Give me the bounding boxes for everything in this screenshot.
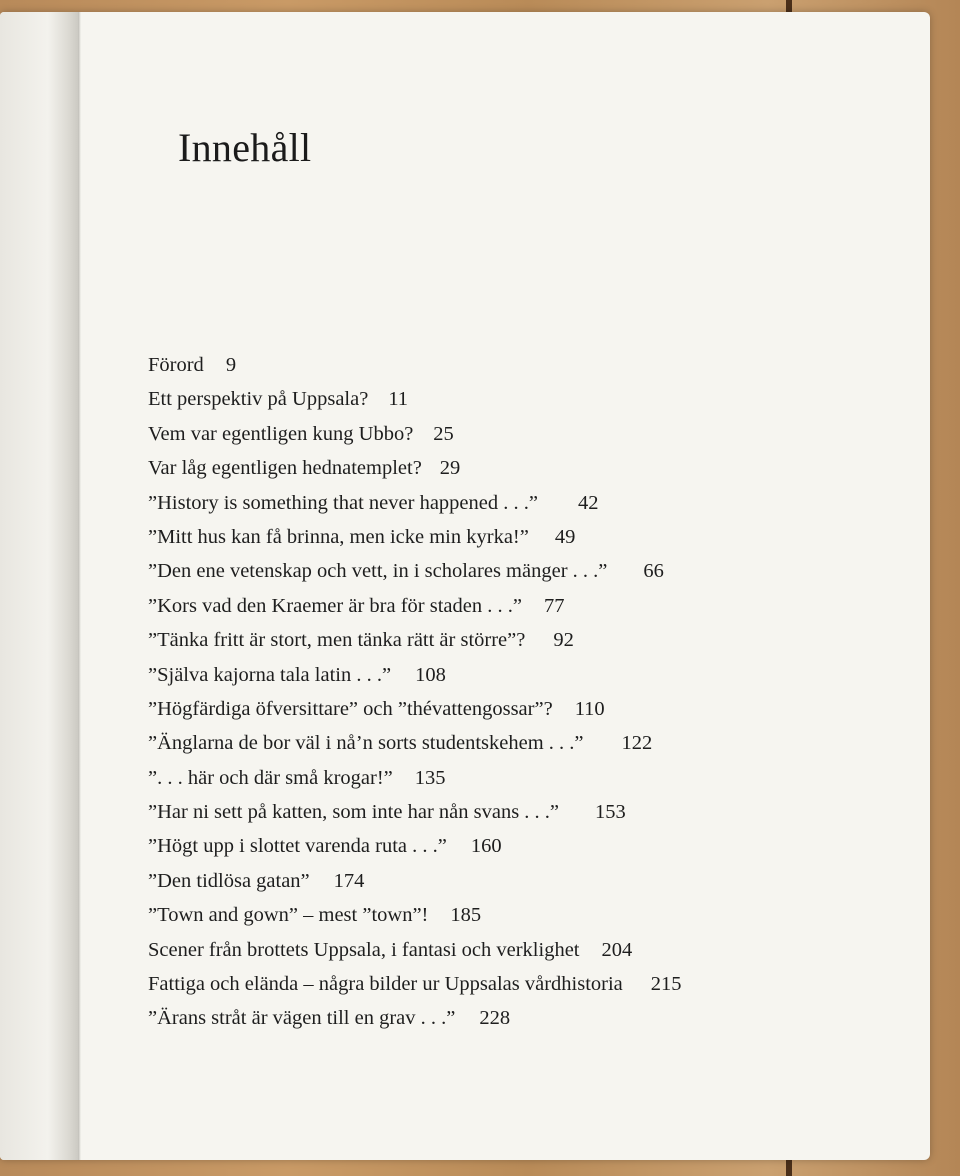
toc-entry-title: ”Änglarna de bor väl i nå’n sorts studentskehem . . .” bbox=[148, 732, 584, 755]
toc-entry-title: Förord bbox=[148, 354, 204, 376]
toc-entry-page-number: 42 bbox=[577, 491, 599, 514]
toc-entry bbox=[148, 623, 908, 657]
toc-entry-title: Fattiga och elända – några bilder ur Uppsalas vårdhistoria bbox=[148, 973, 623, 996]
toc-entry-page-number: 228 bbox=[479, 1007, 511, 1030]
toc-entry-page-number: 92 bbox=[553, 629, 574, 652]
toc-entry-title: ”Town and gown” – mest ”town”! bbox=[148, 904, 429, 927]
toc-entry bbox=[148, 933, 908, 967]
toc-entry-page-number: 110 bbox=[574, 697, 605, 720]
toc-entry-title: ”Kors vad den Kraemer är bra för staden . . .” bbox=[148, 594, 522, 617]
toc-entry-title: Scener från brottets Uppsala, i fantasi och verklighet bbox=[148, 938, 580, 961]
toc-entry bbox=[148, 795, 908, 829]
toc-entry-page-number: 25 bbox=[433, 422, 454, 445]
toc-entry-title: ”History is something that never happened . . .” bbox=[148, 491, 538, 514]
toc-entry-title: ”Högt upp i slottet varenda ruta . . .” bbox=[148, 835, 447, 858]
toc-entry bbox=[148, 967, 908, 1001]
toc-entry-page-number: 122 bbox=[621, 732, 653, 755]
toc-entry bbox=[148, 486, 908, 520]
toc-entry-page-number: 11 bbox=[388, 388, 409, 411]
toc-entry-title: ”Ärans stråt är vägen till en grav . . .” bbox=[148, 1007, 456, 1030]
toc-entry bbox=[148, 658, 908, 692]
table-of-contents bbox=[148, 348, 908, 1036]
toc-entry-page-number: 215 bbox=[650, 973, 682, 996]
toc-entry-page-number: 9 bbox=[225, 354, 237, 376]
toc-entry bbox=[148, 589, 908, 623]
toc-entry bbox=[148, 726, 908, 760]
toc-entry-title: Vem var egentligen kung Ubbo? bbox=[148, 422, 414, 445]
toc-entry-page-number: 77 bbox=[543, 594, 565, 617]
toc-entry-page-number: 185 bbox=[450, 904, 482, 927]
toc-entry-page-number: 135 bbox=[414, 766, 446, 789]
book-gutter bbox=[0, 12, 80, 1160]
toc-entry-page-number: 174 bbox=[333, 869, 365, 892]
toc-entry bbox=[148, 692, 908, 726]
toc-entry-page-number: 66 bbox=[643, 560, 664, 583]
toc-entry-page-number: 160 bbox=[470, 835, 502, 858]
toc-entry bbox=[148, 382, 908, 416]
toc-entry bbox=[148, 417, 908, 451]
toc-entry-title: ”Mitt hus kan få brinna, men icke min kyrka!” bbox=[148, 525, 529, 548]
toc-entry-page-number: 29 bbox=[439, 457, 461, 480]
toc-entry-title: ”Tänka fritt är stort, men tänka rätt är större”? bbox=[148, 629, 526, 652]
page-title: Innehåll bbox=[178, 125, 312, 170]
toc-entry bbox=[148, 451, 908, 485]
toc-entry-title: ”Har ni sett på katten, som inte har nån svans . . .” bbox=[148, 801, 560, 824]
toc-entry bbox=[148, 898, 908, 932]
toc-entry bbox=[148, 520, 908, 554]
toc-entry-page-number: 108 bbox=[415, 663, 446, 686]
toc-entry bbox=[148, 864, 908, 898]
toc-entry-title: ”Själva kajorna tala latin . . .” bbox=[148, 663, 392, 686]
toc-entry bbox=[148, 761, 908, 795]
book-page bbox=[0, 12, 930, 1160]
toc-entry-title: ”Den tidlösa gatan” bbox=[148, 869, 310, 892]
gutter-edge bbox=[78, 12, 81, 1160]
toc-entry bbox=[148, 1001, 908, 1035]
toc-entry bbox=[148, 554, 908, 588]
toc-entry-page-number: 204 bbox=[601, 938, 633, 961]
toc-entry-title: ”Högfärdiga öfversittare” och ”thévattengossar”? bbox=[148, 697, 553, 720]
toc-entry-title: ”Den ene vetenskap och vett, in i scholares mänger . . .” bbox=[148, 560, 608, 583]
toc-entry-title: Ett perspektiv på Uppsala? bbox=[148, 388, 369, 411]
toc-entry-title: Var låg egentligen hednatemplet? bbox=[148, 457, 422, 480]
toc-entry-title: ”. . . här och där små krogar!” bbox=[148, 766, 393, 789]
toc-entry-page-number: 49 bbox=[554, 525, 576, 548]
toc-entry-page-number: 153 bbox=[595, 801, 626, 824]
toc-entry bbox=[148, 829, 908, 863]
toc-entry bbox=[148, 348, 908, 382]
